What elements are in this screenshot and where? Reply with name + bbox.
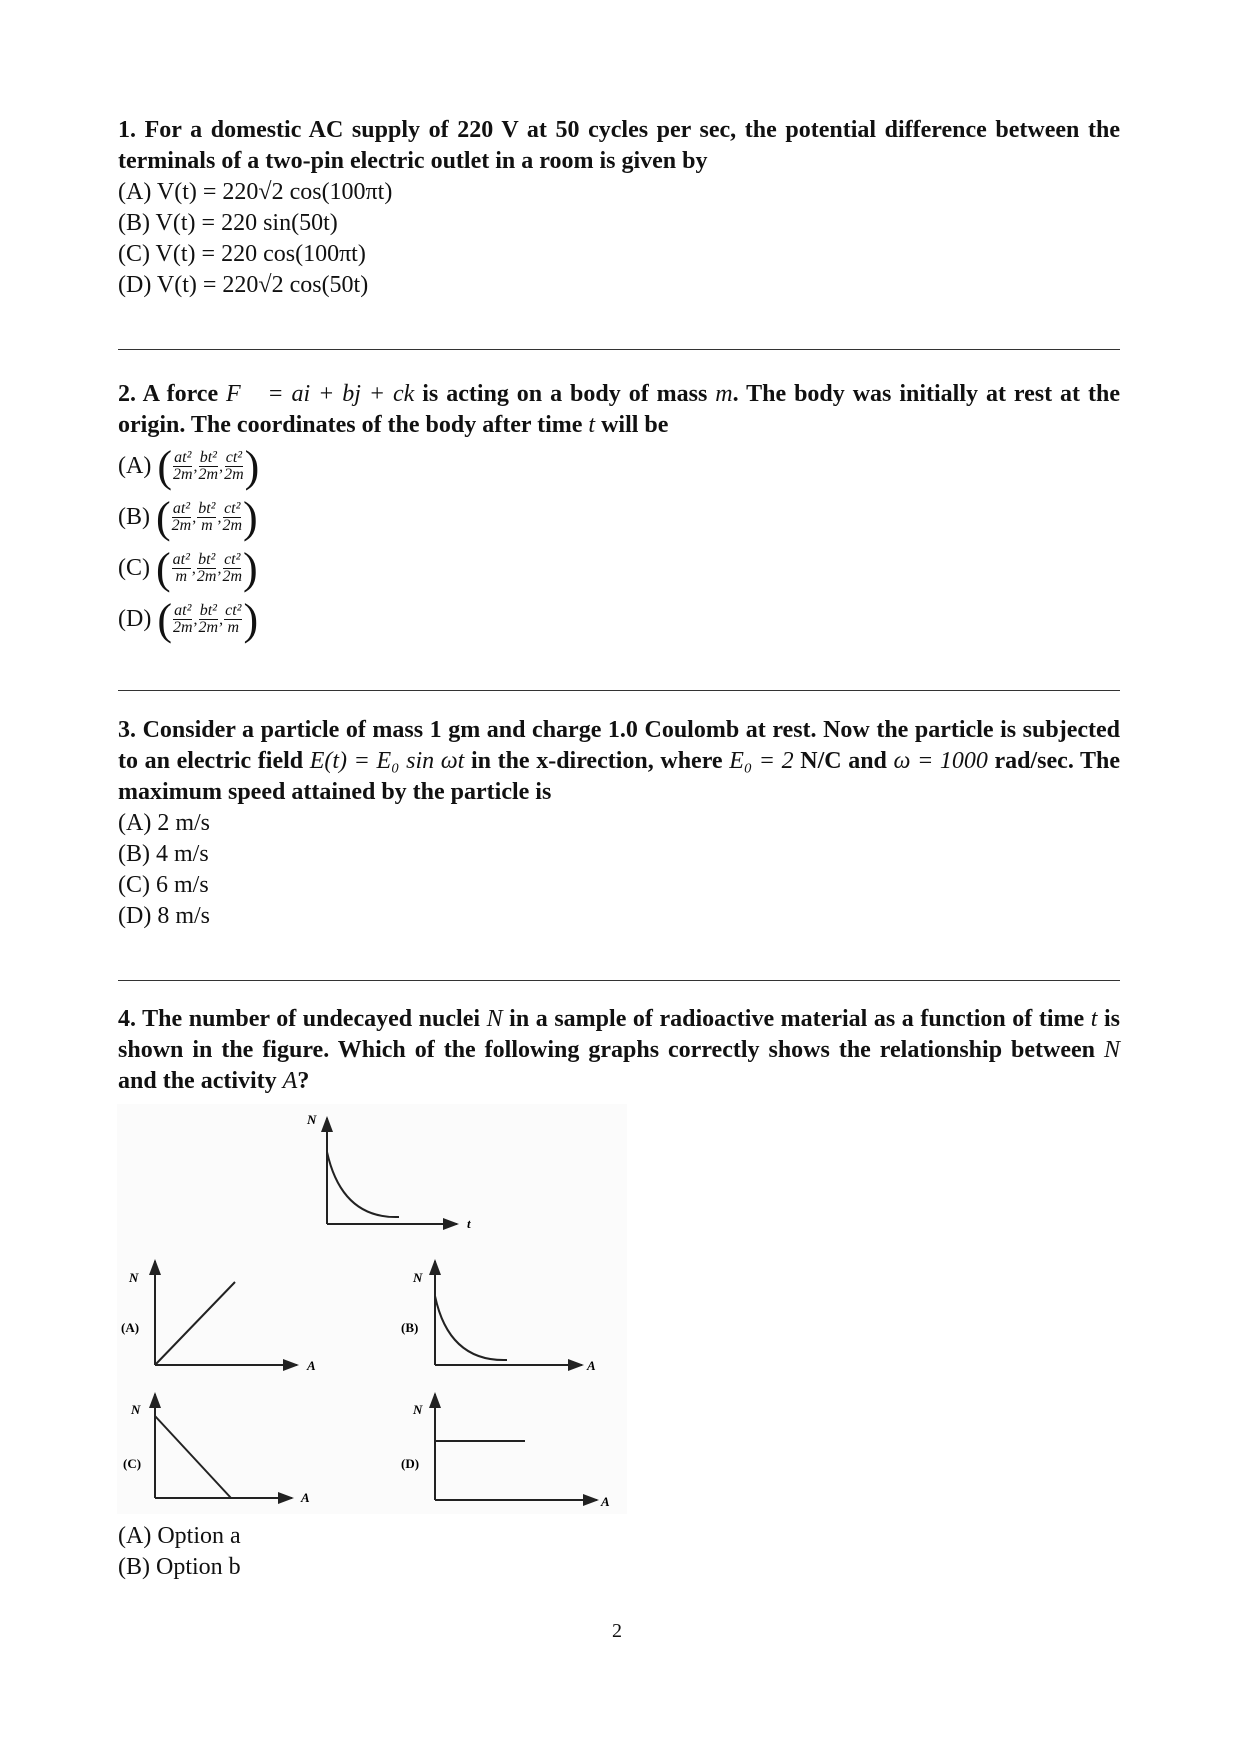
svg-text:N: N bbox=[131, 1402, 141, 1417]
fraction: $\frac{\text{at²}}{m}$ bbox=[172, 551, 190, 585]
option-a[interactable]: (A) 2 m/s bbox=[118, 810, 210, 836]
question-stem: For a domestic AC supply of 220 V at 50 cycles per sec, the potential difference between the terminals of a two-pin electric outlet in a room is given by bbox=[118, 117, 1121, 174]
paren: ( bbox=[157, 441, 172, 491]
svg-text:A: A bbox=[307, 1358, 316, 1373]
fraction: $\frac{\text{bt²}}{2m}$ bbox=[198, 602, 219, 636]
option-d[interactable]: (D) V(t) = 220√2 cos(50t) bbox=[118, 272, 369, 298]
fraction: $\frac{\text{ct²}}{2m}$ bbox=[222, 551, 243, 585]
option-a[interactable]: (A) V(t) = 220√2 cos(100πt) bbox=[118, 179, 393, 205]
paren: ) bbox=[243, 492, 258, 542]
fraction: $\frac{\text{at²}}{2m}$ bbox=[172, 449, 193, 483]
question-number: 2. bbox=[118, 381, 136, 407]
fraction: $\frac{\text{at²}}{2m}$ bbox=[172, 602, 193, 636]
question-number: 1. bbox=[118, 117, 136, 143]
paren: ) bbox=[243, 543, 258, 593]
fraction: $\frac{\text{bt²}}{m}$ bbox=[198, 500, 216, 534]
graph-label: (A) bbox=[121, 1320, 140, 1335]
question-4: 4. The number of undecayed nuclei N in a sample of radioactive material as a function of time t is shown in the figure. Which of the following graphs correctly shows the relationship between N and the activity A? bbox=[118, 1006, 1120, 1094]
question-number: 3. bbox=[118, 717, 136, 743]
fraction: $\frac{\text{at²}}{2m}$ bbox=[171, 500, 192, 534]
paren: ) bbox=[244, 441, 260, 491]
axis-label: t bbox=[467, 1216, 471, 1231]
option-a[interactable]: (A) Option a bbox=[118, 1523, 241, 1549]
svg-text:A: A bbox=[301, 1490, 310, 1505]
divider bbox=[118, 349, 1120, 350]
option-b[interactable]: (B) ( $\frac{\text{at²}}{2m}$ , $\frac{\text{bt²}}{m}$ , $\frac{\text{ct²}}{2m}$ ) bbox=[118, 492, 258, 542]
decay-graphs-figure bbox=[117, 1104, 627, 1514]
paren: ( bbox=[157, 594, 172, 644]
paren: ( bbox=[156, 543, 171, 593]
option-b[interactable]: (B) 4 m/s bbox=[118, 841, 209, 867]
divider bbox=[118, 690, 1120, 691]
paren: ) bbox=[243, 594, 259, 644]
fraction: $\frac{\text{bt²}}{2m}$ bbox=[196, 551, 217, 585]
divider bbox=[118, 980, 1120, 981]
paren: ( bbox=[156, 492, 171, 542]
math: F⃗ = ai + bj + ck bbox=[226, 381, 415, 407]
axis-label: N bbox=[307, 1112, 317, 1127]
svg-text:(C): (C) bbox=[123, 1456, 142, 1471]
question-number: 4. bbox=[118, 1006, 136, 1032]
fraction: $\frac{\text{bt²}}{2m}$ bbox=[198, 449, 219, 483]
option-b[interactable]: (B) Option b bbox=[118, 1554, 241, 1580]
option-d[interactable]: (D) ( $\frac{\text{at²}}{2m}$ , $\frac{\text{bt²}}{2m}$ , $\frac{\text{ct²}}{m}$ ) bbox=[118, 594, 259, 644]
question-1 bbox=[118, 115, 1120, 301]
fraction: $\frac{\text{ct²}}{2m}$ bbox=[224, 449, 244, 483]
page-number: 2 bbox=[612, 1620, 622, 1642]
option-c[interactable]: (C) 6 m/s bbox=[118, 872, 209, 898]
question-3: 3. Consider a particle of mass 1 gm and charge 1.0 Coulomb at rest. Now the particle is subjected to an electric field E(t) = E₀ sin ωt in the x-direction, where E₀ = 2 N/C and ω = 1000 rad/sec. The maximum speed attained by the particle is (A) 2 m/s (B) 4 m/s (C) 6 m/s (D) 8 m/s bbox=[118, 715, 1120, 932]
question-4-options bbox=[118, 1521, 1120, 1583]
option-c[interactable]: (C) V(t) = 220 cos(100πt) bbox=[118, 241, 366, 267]
svg-text:(D): (D) bbox=[401, 1456, 420, 1471]
question-2: 2. A force F⃗ = ai + bj + ck is acting on a body of mass m. The body was initially at rest at the origin. The coordinates of the body after time t will be (A) ( $\frac{\text{at²}}{2m}$ , $\frac{\text{bt²}}{2m}$ , $\frac{\text{ct²}}{2m}$ ) (B) ( $\frac{\text{at²}}{2m}$ , $\frac{\text{bt²}}{m}$ , $\frac{\text{ct²}}{2m}$ ) (C) ( $\frac{\text{at²}}{m}$ , $\frac{\text{bt²}}{2m}$ , $\frac{\text{ct²}}{2m}$ ) (D) ( $\frac{\text{at²}}{2m}$ , $\frac{\text{bt²}}{2m}$ , $\frac{\text{ct²}}{m}$ ) bbox=[118, 381, 1120, 644]
fraction: $\frac{\text{ct²}}{2m}$ bbox=[222, 500, 243, 534]
option-d[interactable]: (D) 8 m/s bbox=[118, 903, 210, 929]
svg-text:N: N bbox=[129, 1270, 139, 1285]
option-c[interactable]: (C) ( $\frac{\text{at²}}{m}$ , $\frac{\text{bt²}}{2m}$ , $\frac{\text{ct²}}{2m}$ ) bbox=[118, 543, 258, 593]
svg-text:N: N bbox=[413, 1270, 423, 1285]
option-a[interactable]: (A) ( $\frac{\text{at²}}{2m}$ , $\frac{\text{bt²}}{2m}$ , $\frac{\text{ct²}}{2m}$ ) bbox=[118, 441, 260, 491]
fraction: $\frac{\text{ct²}}{m}$ bbox=[225, 602, 242, 636]
svg-text:A: A bbox=[587, 1358, 596, 1373]
svg-text:N: N bbox=[413, 1402, 423, 1417]
fraction-options bbox=[118, 441, 1120, 645]
svg-text:A: A bbox=[601, 1494, 610, 1509]
svg-text:(B): (B) bbox=[401, 1320, 419, 1335]
option-b[interactable]: (B) V(t) = 220 sin(50t) bbox=[118, 210, 338, 236]
